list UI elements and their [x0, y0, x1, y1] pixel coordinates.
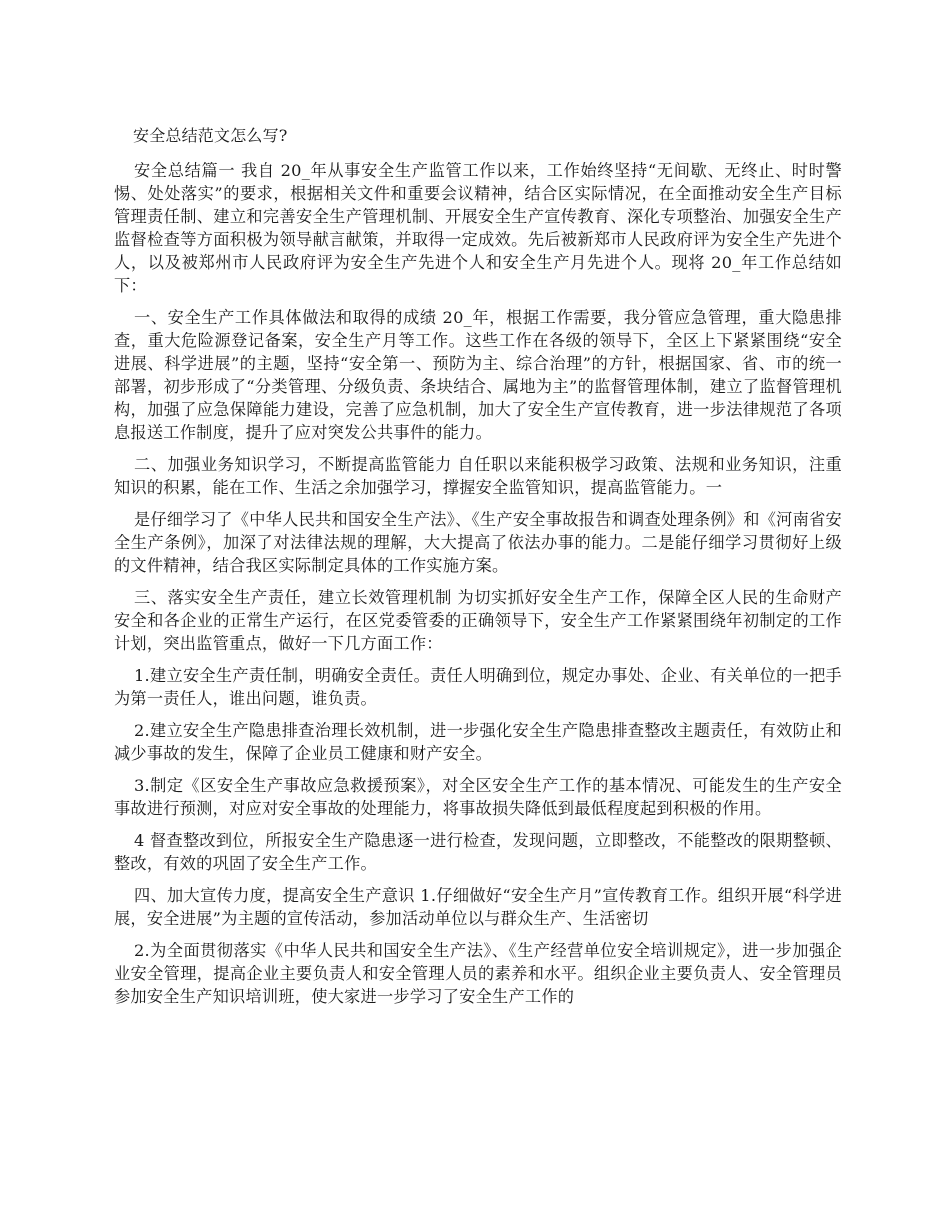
paragraph-item-4: 4 督查整改到位，所报安全生产隐患逐一进行检查，发现问题，立即整改，不能整改的限期整顿、整改，有效的巩固了安全生产工作。 [114, 831, 842, 873]
paragraph-section-4: 四、加大宣传力度，提高安全生产意识 1.仔细做好“安全生产月”宣传教育工作。组织开展“科学进展，安全进展”为主题的宣传活动，参加活动单位以与群众生产、生活密切 [114, 886, 842, 928]
paragraph-section-2: 二、加强业务知识学习，不断提高监管能力 自任职以来能积极学习政策、法规和业务知识，注重知识的积累，能在工作、生活之余加强学习，撑握安全监管知识，提高监管能力。一 [114, 455, 842, 497]
document-title: 安全总结范文怎么写? [133, 126, 288, 145]
paragraph-item-2: 2.建立安全生产隐患排查治理长效机制，进一步强化安全生产隐患排查整改主题责任，有效防止和减少事故的发生，保障了企业员工健康和财产安全。 [114, 721, 842, 763]
paragraph-item-1: 1.建立安全生产责任制，明确安全责任。责任人明确到位，规定办事处、企业、有关单位的一把手为第一责任人，谁出问题，谁负责。 [114, 666, 842, 708]
paragraph-item-3: 3.制定《区安全生产事故应急救援预案》，对全区安全生产工作的基本情况、可能发生的生产安全事故进行预测，对应对安全事故的处理能力，将事故损失降低到最低程度起到积极的作用。 [114, 776, 842, 818]
paragraph-section-2-continued: 是仔细学习了《中华人民共和国安全生产法》、《生产安全事故报告和调查处理条例》和《河南省安全生产条例》，加深了对法律法规的理解，大大提高了依法办事的能力。二是能仔细学习贯彻好上级的文件精神，结合我区实际制定具体的工作实施方案。 [114, 510, 842, 575]
paragraph-section-1: 一、安全生产工作具体做法和取得的成绩 20_年，根据工作需要，我分管应急管理，重大隐患排查，重大危险源登记备案，安全生产月等工作。这些工作在各级的领导下，全区上下紧紧围绕“安全进展、科学进展”的主题，坚持“安全第一、预防为主、综合治理”的方针，根据国家、省、市的统一部署，初步形成了“分类管理、分级负责、条块结合、属地为主”的监督管理体制，建立了监督管理机构，加强了应急保障能力建设，完善了应急机制，加大了安全生产宣传教育，进一步法律规范了各项息报送工作制度，提升了应对突发公共事件的能力。 [114, 308, 842, 442]
paragraph-intro: 安全总结篇一 我自 20_年从事安全生产监管工作以来，工作始终坚持“无间歇、无终止、时时警惕、处处落实”的要求，根据相关文件和重要会议精神，结合区实际情况，在全面推动安全生产目标管理责任制、建立和完善安全生产管理机制、开展安全生产宣传教育、深化专项整治、加强安全生产监督检查等方面积极为领导献言献策，并取得一定成效。先后被新郑市人民政府评为安全生产先进个人，以及被郑州市人民政府评为安全生产先进个人和安全生产月先进个人。现将 20_年工作总结如下： [114, 161, 842, 295]
paragraph-section-4-item-2: 2.为全面贯彻落实《中华人民共和国安全生产法》、《生产经营单位安全培训规定》，进一步加强企业安全管理，提高企业主要负责人和安全管理人员的素养和水平。组织企业主要负责人、安全管理员参加安全生产知识培训班，使大家进一步学习了安全生产工作的 [114, 941, 842, 1006]
document-page [114, 124, 842, 1017]
paragraph-section-3: 三、落实安全生产责任，建立长效管理机制 为切实抓好安全生产工作，保障全区人民的生命财产安全和各企业的正常生产运行，在区党委管委的正确领导下，安全生产工作紧紧围绕年初制定的工作计划，突出监管重点，做好一下几方面工作： [114, 588, 842, 653]
